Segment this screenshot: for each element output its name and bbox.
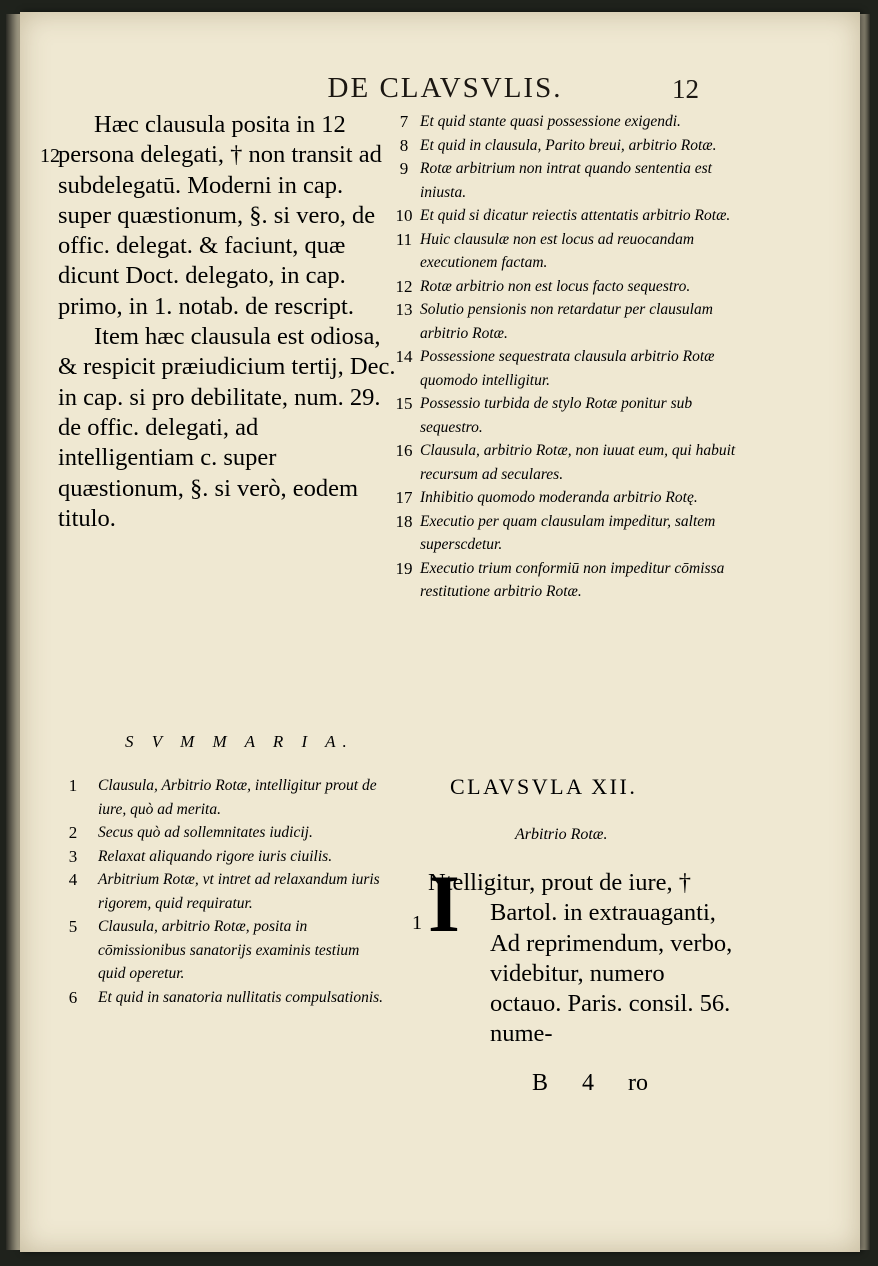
left-column-text [40,110,398,534]
summary-item [388,486,738,510]
item-number: 10 [395,206,413,225]
item-number: 19 [395,558,413,578]
summary-item [388,439,738,486]
summary-item [388,392,738,439]
summary-item [388,204,738,228]
item-number: 1 [68,776,78,795]
item-text: Possessione sequestrata clausula arbitrio Rotæ quomodo intelligitur. [420,348,715,389]
summary-item [388,510,738,557]
paragraph-2: Item hæc clausula est odiosa, & respicit præiudicium tertij, Dec. in cap. si pro debilitate, num. 29. de offic. delegati, ad intelligentiam c. super quæstionum, §. si verò, eodem titulo. [58,323,396,532]
summary-item [388,157,738,204]
item-text: Inhibitio quomodo moderanda arbitrio Rotę. [420,489,698,506]
item-number: 17 [395,488,413,507]
summary-item [48,915,388,986]
item-number: 18 [395,511,413,531]
item-text: Executio trium conformiū non impeditur cōmissa restitutione arbitrio Rotæ. [420,559,725,600]
item-text: Huic clausulæ non est locus ad reuocandam executionem factam. [420,230,695,271]
summary-item [48,845,388,869]
item-number: 9 [399,159,409,178]
item-text: Et quid stante quasi possessione exigendi. [420,113,681,130]
summaria-list-left [48,774,388,1009]
item-text: Et quid in clausula, Parito breui, arbitrio Rotæ. [420,136,717,154]
summary-item [388,345,738,392]
item-text: Possessio turbida de stylo Rotæ ponitur sub sequestro. [420,395,693,436]
item-text: Clausula, arbitrio Rotæ, non iuuat eum, qui habuit recursum ad seculares. [420,442,736,483]
item-text: Secus quò ad sollemnitates iudicij. [98,824,313,841]
item-number: 8 [399,135,409,155]
running-head: DE CLAVSVLIS. [327,72,563,104]
summary-item [48,821,388,845]
item-number: 15 [395,394,413,413]
item-number: 2 [68,823,78,842]
summary-item [388,134,738,158]
clausula-heading: CLAVSVLA XII. [450,774,638,799]
item-text: Et quid si dicatur reiectis attentatis arbitrio Rotæ. [420,207,731,224]
summary-item [388,228,738,275]
folio-number: 12 [672,74,699,104]
paragraph-1: Hæc clausula posita in 12 persona delegati, † non transit ad subdelegatū. Moderni in cap. super quæstionum, §. si vero, de offic. delegat. & faciunt, quæ dicunt Doct. delegato, in cap. primo, in 1. notab. de rescript. [58,111,382,320]
item-text: Rotæ arbitrium non intrat quando sententia est iniusta. [420,160,712,201]
summary-item [48,774,388,821]
summary-item [388,110,738,134]
clausula-paragraph: Ntelligitur, prout de iure, † Bartol. in extrauaganti, Ad reprimendum, verbo, videbitur, numero octauo. Paris. consil. 56. nume- [428,869,733,1048]
item-text: Clausula, arbitrio Rotæ, posita in cōmissionibus sanatorijs examinis testium quid operetur. [98,918,360,982]
margin-number: 1 [412,912,422,934]
item-text: Et quid in sanatoria nullitatis compulsationis. [98,988,384,1006]
summaria-heading: S V M M A R I A. [125,732,354,751]
signature-catchline: B 4 ro [532,1070,648,1096]
item-number: 14 [395,347,413,366]
summary-item [388,557,738,604]
item-text: Relaxat aliquando rigore iuris ciuilis. [98,847,333,865]
margin-number: 12 [40,145,60,167]
item-text: Executio per quam clausulam impeditur, saltem superscdetur. [420,512,716,553]
clausula-text [428,858,742,1050]
item-number: 12 [395,276,413,296]
item-text: Solutio pensionis non retardatur per clausulam arbitrio Rotæ. [420,301,713,342]
summary-item [388,298,738,345]
item-number: 13 [395,300,413,319]
item-number: 6 [68,987,78,1007]
item-number: 4 [68,870,78,889]
summaria-list-right [388,110,738,604]
item-text: Arbitrium Rotæ, vt intret ad relaxandum iuris rigorem, quid requiratur. [98,871,380,912]
item-number: 5 [68,917,78,936]
summary-item [48,986,388,1010]
item-number: 7 [399,112,409,131]
clausula-subheading: Arbitrio Rotæ. [515,826,608,843]
item-text: Clausula, Arbitrio Rotæ, intelligitur prout de iure, quò ad merita. [98,777,377,818]
page-edge-left [6,14,20,1250]
item-text: Rotæ arbitrio non est locus facto sequestro. [420,277,691,295]
summary-item [388,275,738,299]
item-number: 11 [395,229,413,249]
summary-item [48,868,388,915]
item-number: 16 [395,441,413,460]
drop-cap: I [428,858,460,949]
item-number: 3 [68,846,78,866]
